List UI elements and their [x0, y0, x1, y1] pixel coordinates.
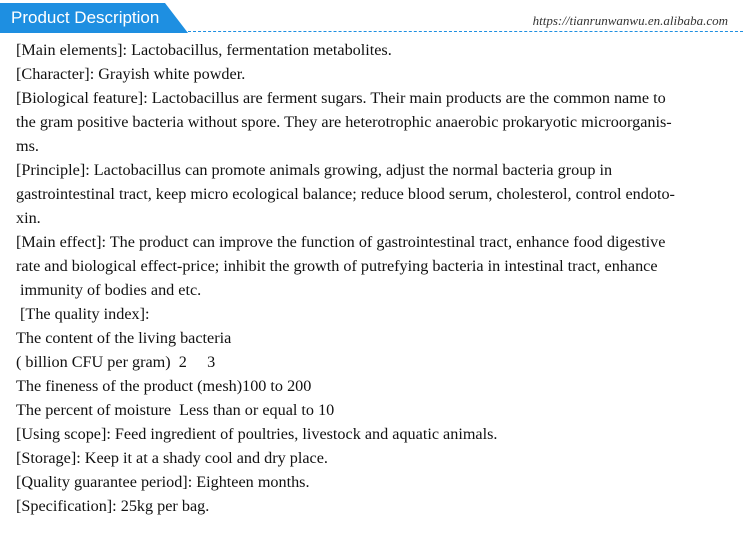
description-line: immunity of bodies and etc.	[16, 281, 202, 299]
description-line: [Principle]: Lactobacillus can promote animals growing, adjust the normal bacteria group in	[16, 161, 613, 179]
description-line: the gram positive bacteria without spore. They are heterotrophic anaerobic prokaryotic microorganis-	[16, 113, 672, 131]
store-url: https://tianrunwanwu.en.alibaba.com	[532, 13, 728, 28]
description-line: The percent of moisture Less than or equal to 10	[16, 401, 335, 419]
section-title: Product Description	[11, 8, 160, 27]
product-description-body	[16, 38, 744, 518]
description-line: [Main effect]: The product can improve the function of gastrointestinal tract, enhance food digestive	[16, 233, 666, 251]
description-line: [Specification]: 25kg per bag.	[16, 497, 210, 515]
section-header	[0, 0, 750, 36]
description-line: ms.	[16, 137, 39, 155]
header-divider	[188, 31, 743, 32]
description-line: The content of the living bacteria	[16, 329, 232, 347]
description-line: [Biological feature]: Lactobacillus are ferment sugars. Their main products are the common name to	[16, 89, 666, 107]
description-line: [Storage]: Keep it at a shady cool and dry place.	[16, 449, 328, 467]
description-line: gastrointestinal tract, keep micro ecological balance; reduce blood serum, cholesterol, control endoto-	[16, 185, 675, 203]
description-line: [Quality guarantee period]: Eighteen months.	[16, 473, 310, 491]
description-line: xin.	[16, 209, 41, 227]
description-line: The fineness of the product (mesh)100 to 200	[16, 377, 312, 395]
description-line: [Main elements]: Lactobacillus, fermentation metabolites.	[16, 41, 392, 59]
description-line: rate and biological effect-price; inhibit the growth of putrefying bacteria in intestinal tract, enhance	[16, 257, 658, 275]
description-line: [Character]: Grayish white powder.	[16, 65, 246, 83]
description-line: ( billion CFU per gram) 2 3	[16, 353, 216, 371]
description-line: [The quality index]:	[16, 305, 150, 323]
description-line: [Using scope]: Feed ingredient of poultries, livestock and aquatic animals.	[16, 425, 498, 443]
